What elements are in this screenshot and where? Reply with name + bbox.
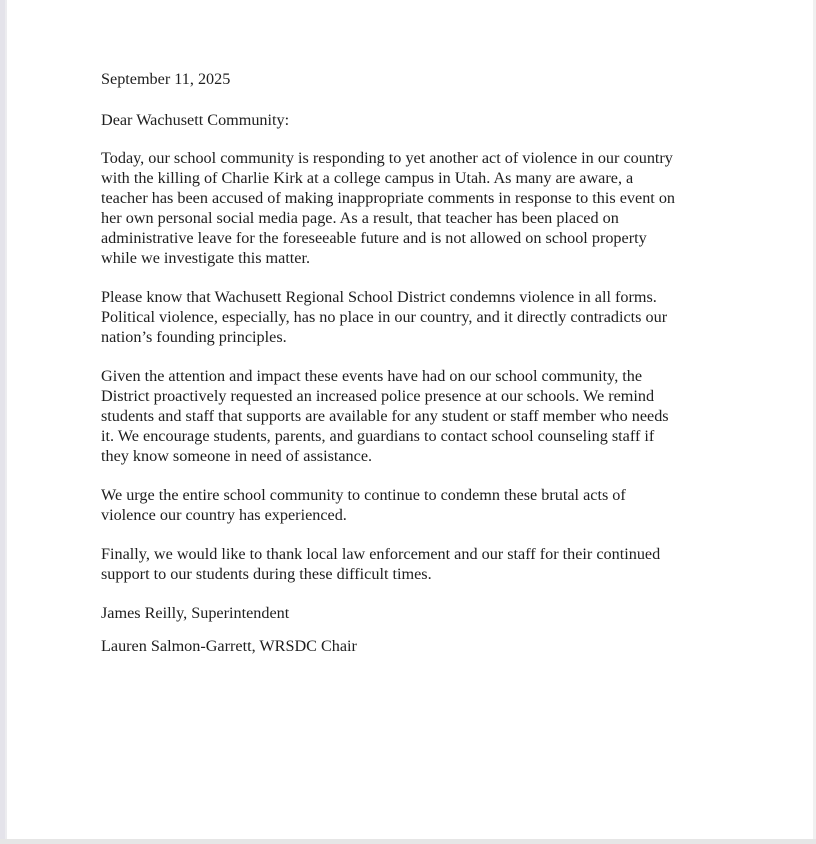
signature-superintendent: James Reilly, Superintendent (101, 604, 290, 622)
text-line: her own personal social media page. As a result, that teacher has been placed on (101, 209, 619, 227)
text-line: administrative leave for the foreseeable future and is not allowed on school property (101, 229, 647, 247)
text-line: while we investigate this matter. (101, 249, 311, 267)
text-line: with the killing of Charlie Kirk at a college campus in Utah. As many are aware, a (101, 169, 634, 187)
text-line: Today, our school community is responding to yet another act of violence in our country (101, 149, 673, 167)
text-line: teacher has been accused of making inappropriate comments in response to this event on (101, 189, 676, 207)
paragraph-supports (101, 366, 741, 466)
text-line: violence our country has experienced. (101, 506, 347, 524)
paragraph-thanks (101, 544, 741, 584)
text-line: Given the attention and impact these events have had on our school community, the (101, 367, 643, 385)
viewer-bottom-edge (0, 839, 816, 844)
text-line: Finally, we would like to thank local law enforcement and our staff for their continued (101, 545, 661, 563)
text-line: Political violence, especially, has no place in our country, and it directly contradicts our (101, 308, 668, 326)
text-line: it. We encourage students, parents, and guardians to contact school counseling staff if (101, 427, 655, 445)
text-line: We urge the entire school community to continue to condemn these brutal acts of (101, 486, 626, 504)
text-line: District proactively requested an increased police presence at our schools. We remind (101, 387, 655, 405)
text-line: nation’s founding principles. (101, 328, 287, 346)
letter-salutation: Dear Wachusett Community: (101, 111, 290, 129)
text-line: they know someone in need of assistance. (101, 447, 373, 465)
letter-date: September 11, 2025 (101, 70, 231, 88)
text-line: students and staff that supports are available for any student or staff member who needs (101, 407, 669, 425)
paragraph-district-condemns (101, 287, 741, 347)
paragraph-violence-response (101, 148, 741, 268)
text-line: support to our students during these difficult times. (101, 565, 432, 583)
letter-body (101, 69, 741, 656)
signature-chair: Lauren Salmon-Garrett, WRSDC Chair (101, 637, 357, 655)
paragraph-urge (101, 485, 741, 525)
text-line: Please know that Wachusett Regional School District condemns violence in all forms. (101, 288, 657, 306)
